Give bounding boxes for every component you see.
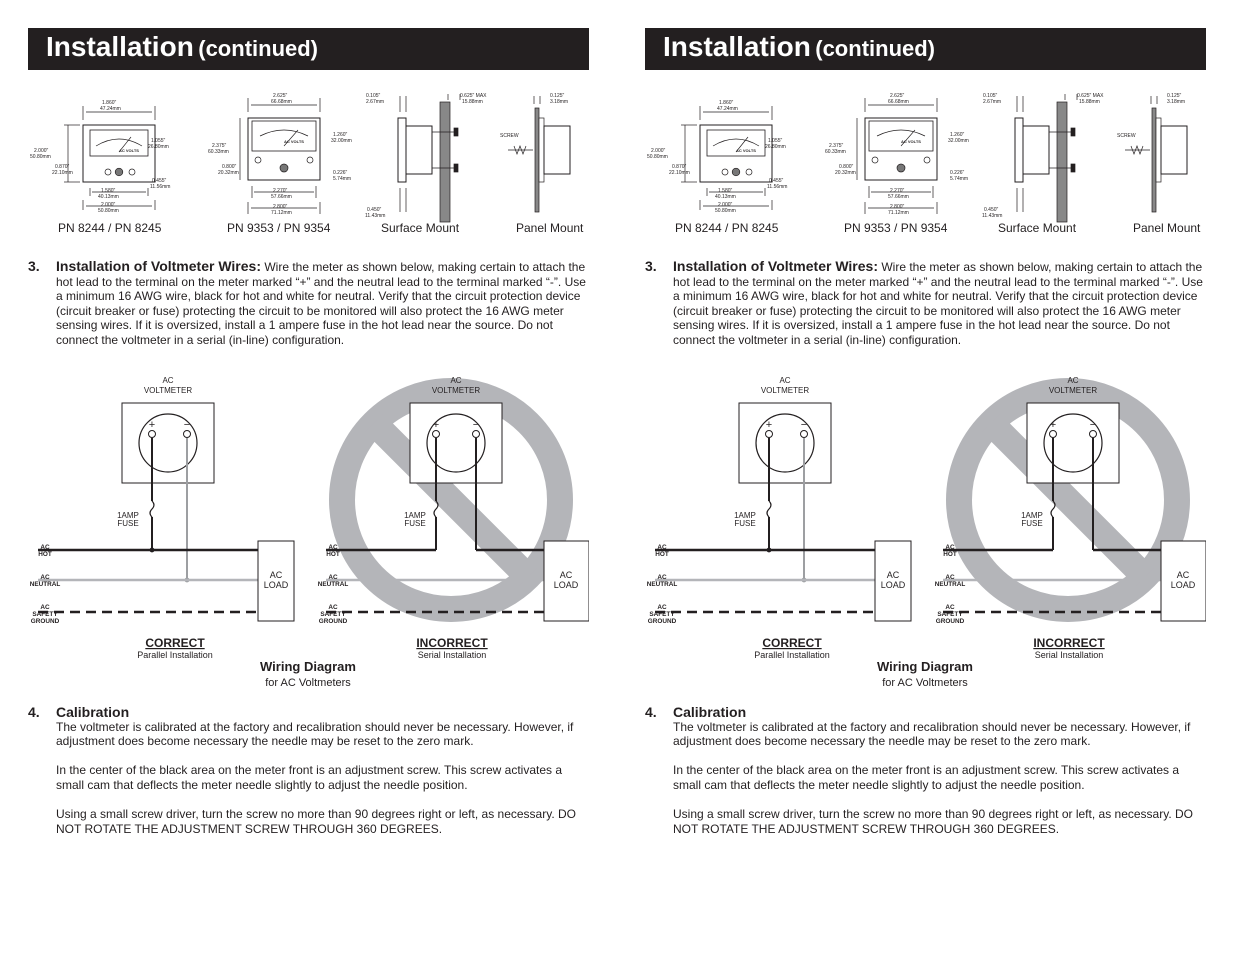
section-3-text: Wire the meter as shown below, making certain to attach the hot lead to the terminal on the meter marked “+” and the neutral lead to the terminal marked “-”. Use a minimum 16 AWG wire, black for hot and white for neutral. Verify that the circuit protection device (circuit breaker or fuse) protecting the circuit to be monitored will also protect the 16 AWG meter sensing wires. If it is oversized, install a 1 ampere fuse in the hot lead near the source. Do not connect the voltmeter in a serial (in-line) configuration. xyxy=(673,260,1203,347)
dim-label: 0.226" xyxy=(950,170,965,176)
voltmeter-label: VOLTMETER xyxy=(760,386,810,395)
caption-surface-mount: Surface Mount xyxy=(381,221,460,235)
fuse-label: 1AMP xyxy=(734,511,756,520)
section-4 xyxy=(28,705,593,851)
ac-hot-label: HOT xyxy=(655,551,669,558)
ac-ground-label: GROUND xyxy=(647,618,677,625)
minus-terminal-label: − xyxy=(472,419,480,431)
voltmeter-label: AC xyxy=(779,376,791,385)
dim-label: 32.00mm xyxy=(948,138,969,144)
section-3 xyxy=(645,259,1210,348)
title-continued: (continued) xyxy=(198,36,319,61)
fuse-label: FUSE xyxy=(1021,519,1043,528)
dim-label: 0.450" xyxy=(984,207,999,213)
incorrect-label: INCORRECT xyxy=(1033,636,1105,650)
load-label: LOAD xyxy=(1170,580,1196,590)
dim-label: 2.270" xyxy=(273,188,288,194)
meter-face-label: AC VOLTS xyxy=(901,139,921,144)
dim-label: 1.055" xyxy=(151,138,166,144)
dim-label: 11.56mm xyxy=(150,184,171,190)
ac-ground-label: SAFETY xyxy=(320,611,346,618)
ac-neutral-label: NEUTRAL xyxy=(317,581,349,588)
dim-label: 2.67mm xyxy=(366,99,385,105)
calibration-paragraph: Using a small screw driver, turn the screw no more than 90 degrees right or left, as necessary. DO NOT ROTATE THE ADJUSTMENT SCREW THROUGH 360 DEGREES. xyxy=(56,807,576,836)
section-3-title: Installation of Voltmeter Wires: xyxy=(56,258,261,274)
dim-label: 5.74mm xyxy=(950,176,969,182)
wiring-diagram xyxy=(28,370,589,690)
wiring-diagram-svg xyxy=(645,370,1206,690)
wiring-diagram-subtitle: for AC Voltmeters xyxy=(265,677,351,689)
title-main: Installation xyxy=(46,31,194,62)
ac-hot-label: AC xyxy=(328,544,338,551)
dim-label: 1.580" xyxy=(101,188,116,194)
dim-label: 20.32mm xyxy=(835,170,856,176)
dim-label: 0.455" xyxy=(769,178,784,184)
correct-label: CORRECT xyxy=(762,636,822,650)
dim-label: 2.000" xyxy=(651,148,666,154)
caption-panel-mount: Panel Mount xyxy=(1133,221,1201,235)
ac-ground-label: AC xyxy=(657,604,667,611)
page-left xyxy=(0,0,617,954)
load-label: LOAD xyxy=(880,580,906,590)
fuse-label: 1AMP xyxy=(117,511,139,520)
calibration-paragraph: The voltmeter is calibrated at the factory and recalibration should never be necessary. However, if adjustment does become necessary the needle may be reset to the zero mark. xyxy=(673,719,1191,749)
correct-sublabel: Parallel Installation xyxy=(754,650,830,660)
dim-label: 71.12mm xyxy=(888,210,909,216)
plus-terminal-label: + xyxy=(765,419,773,431)
caption-panel-mount: Panel Mount xyxy=(516,221,584,235)
dim-label: 26.80mm xyxy=(148,144,169,150)
dim-label: 1.055" xyxy=(768,138,783,144)
ac-hot-label: AC xyxy=(40,544,50,551)
dim-label: 1.860" xyxy=(719,100,734,106)
voltmeter-label: VOLTMETER xyxy=(143,386,193,395)
dim-label: 2.800" xyxy=(273,204,288,210)
dim-label: 50.80mm xyxy=(647,154,668,160)
dim-label: 26.80mm xyxy=(765,144,786,150)
load-label: LOAD xyxy=(553,580,579,590)
caption-pn8244: PN 8244 / PN 8245 xyxy=(675,221,779,235)
title-continued: (continued) xyxy=(815,36,936,61)
dimension-drawings-svg xyxy=(645,88,1206,238)
correct-label: CORRECT xyxy=(145,636,205,650)
dim-label: 0.125" xyxy=(1167,93,1182,99)
dim-label: 0.870" xyxy=(672,164,687,170)
dim-label: 2.000" xyxy=(101,202,116,208)
page-title xyxy=(663,31,935,63)
dim-label: 22.10mm xyxy=(52,170,73,176)
section-4 xyxy=(645,705,1210,851)
ac-neutral-label: NEUTRAL xyxy=(29,581,61,588)
dim-label: 1.260" xyxy=(950,132,965,138)
calibration-paragraph: In the center of the black area on the meter front is an adjustment screw. This screw activates a small cam that deflects the meter needle slightly to adjust the needle position. xyxy=(56,763,563,792)
section-4-title: Calibration xyxy=(56,704,130,720)
dim-label: 2.800" xyxy=(890,204,905,210)
dim-label: 40.13mm xyxy=(98,194,119,200)
fuse-label: 1AMP xyxy=(404,511,426,520)
dim-label: 5.74mm xyxy=(333,176,352,182)
fuse-label: FUSE xyxy=(404,519,426,528)
calibration-paragraph: In the center of the black area on the meter front is an adjustment screw. This screw activates a small cam that deflects the meter needle slightly to adjust the needle position. xyxy=(673,763,1180,792)
dim-label: 50.80mm xyxy=(98,208,119,214)
voltmeter-label: AC xyxy=(162,376,174,385)
section-number: 3. xyxy=(645,258,657,274)
plus-terminal-label: + xyxy=(1049,419,1057,431)
dimension-drawings-svg xyxy=(28,88,589,238)
section-number: 4. xyxy=(645,704,657,720)
wiring-diagram-title: Wiring Diagram xyxy=(877,659,973,674)
dim-label: 0.226" xyxy=(333,170,348,176)
section-4-title: Calibration xyxy=(673,704,747,720)
voltmeter-label: VOLTMETER xyxy=(431,386,481,395)
dim-label: 0.105" xyxy=(983,93,998,99)
incorrect-label: INCORRECT xyxy=(416,636,488,650)
dim-label: 50.80mm xyxy=(715,208,736,214)
ac-ground-label: AC xyxy=(328,604,338,611)
dim-label: 0.450" xyxy=(367,207,382,213)
dim-label: 11.43mm xyxy=(982,213,1003,219)
screw-label: SCREW xyxy=(500,133,519,139)
section-3-text: Wire the meter as shown below, making certain to attach the hot lead to the terminal on the meter marked “+” and the neutral lead to the terminal marked “-”. Use a minimum 16 AWG wire, black for hot and white for neutral. Verify that the circuit protection device (circuit breaker or fuse) protecting the circuit to be monitored will also protect the 16 AWG meter sensing wires. If it is oversized, install a 1 ampere fuse in the hot lead near the source. Do not connect the voltmeter in a serial (in-line) configuration. xyxy=(56,260,586,347)
section-3 xyxy=(28,259,593,348)
ac-ground-label: SAFETY xyxy=(649,611,675,618)
minus-terminal-label: − xyxy=(1089,419,1097,431)
load-label: AC xyxy=(886,570,900,580)
ac-hot-label: HOT xyxy=(326,551,340,558)
fuse-label: FUSE xyxy=(117,519,139,528)
incorrect-sublabel: Serial Installation xyxy=(1034,650,1104,660)
ac-ground-label: SAFETY xyxy=(937,611,963,618)
screw-label: SCREW xyxy=(1117,133,1136,139)
dim-label: 0.625" MAX xyxy=(460,93,487,99)
dim-label: 0.125" xyxy=(550,93,565,99)
dim-label: 11.43mm xyxy=(365,213,386,219)
caption-surface-mount: Surface Mount xyxy=(998,221,1077,235)
dim-label: 11.56mm xyxy=(767,184,788,190)
voltmeter-label: VOLTMETER xyxy=(1048,386,1098,395)
panel-mount-drawing xyxy=(508,96,570,212)
plus-terminal-label: + xyxy=(432,419,440,431)
dim-label: 2.000" xyxy=(718,202,733,208)
dim-label: 2.375" xyxy=(829,143,844,149)
dim-label: 15.88mm xyxy=(1079,99,1100,105)
section-number: 4. xyxy=(28,704,40,720)
dim-label: 3.18mm xyxy=(1167,99,1186,105)
dim-label: 2.270" xyxy=(890,188,905,194)
section-3-title: Installation of Voltmeter Wires: xyxy=(673,258,878,274)
minus-terminal-label: − xyxy=(183,419,191,431)
ac-hot-label: AC xyxy=(657,544,667,551)
dim-label: 40.13mm xyxy=(715,194,736,200)
surface-mount-drawing xyxy=(1015,94,1077,222)
wiring-diagram-svg xyxy=(28,370,589,690)
caption-pn9353: PN 9353 / PN 9354 xyxy=(844,221,948,235)
panel-mount-drawing xyxy=(1125,96,1187,212)
dim-label: 57.66mm xyxy=(271,194,292,200)
dim-label: 60.33mm xyxy=(825,149,846,155)
ac-neutral-label: AC xyxy=(40,574,50,581)
ac-ground-label: GROUND xyxy=(935,618,965,625)
voltmeter-label: AC xyxy=(450,376,462,385)
dim-label: 0.800" xyxy=(222,164,237,170)
ac-neutral-label: NEUTRAL xyxy=(646,581,678,588)
meter-face-label: AC VOLTS xyxy=(736,148,756,153)
load-label: LOAD xyxy=(263,580,289,590)
dim-label: 47.24mm xyxy=(100,106,121,112)
ac-ground-label: AC xyxy=(945,604,955,611)
dim-label: 0.625" MAX xyxy=(1077,93,1104,99)
wiring-diagram xyxy=(645,370,1206,690)
minus-terminal-label: − xyxy=(800,419,808,431)
dim-label: 2.625" xyxy=(890,93,905,99)
dim-label: 66.68mm xyxy=(271,99,292,105)
wiring-diagram-title: Wiring Diagram xyxy=(260,659,356,674)
load-label: AC xyxy=(1176,570,1190,580)
dim-label: 66.68mm xyxy=(888,99,909,105)
page-title xyxy=(46,31,318,63)
voltmeter-label: AC xyxy=(1067,376,1079,385)
correct-circuit xyxy=(655,403,911,621)
load-label: AC xyxy=(269,570,283,580)
surface-mount-drawing xyxy=(398,94,460,222)
meter-face-label: AC VOLTS xyxy=(284,139,304,144)
dim-label: 71.12mm xyxy=(271,210,292,216)
page-right xyxy=(617,0,1234,954)
dim-label: 0.455" xyxy=(152,178,167,184)
dim-label: 1.860" xyxy=(102,100,117,106)
dim-label: 47.24mm xyxy=(717,106,738,112)
ac-ground-label: SAFETY xyxy=(32,611,58,618)
dim-label: 2.67mm xyxy=(983,99,1002,105)
section-header-bar xyxy=(28,28,589,70)
ac-neutral-label: NEUTRAL xyxy=(934,581,966,588)
ac-neutral-label: AC xyxy=(328,574,338,581)
load-label: AC xyxy=(559,570,573,580)
dim-label: 2.000" xyxy=(34,148,49,154)
ac-ground-label: GROUND xyxy=(30,618,60,625)
ac-neutral-label: AC xyxy=(657,574,667,581)
dim-label: 15.88mm xyxy=(462,99,483,105)
ac-ground-label: AC xyxy=(40,604,50,611)
dim-label: 2.375" xyxy=(212,143,227,149)
ac-neutral-label: AC xyxy=(945,574,955,581)
dim-label: 22.10mm xyxy=(669,170,690,176)
meter-face-label: AC VOLTS xyxy=(119,148,139,153)
correct-circuit xyxy=(38,403,294,621)
title-main: Installation xyxy=(663,31,811,62)
dim-label: 57.66mm xyxy=(888,194,909,200)
section-number: 3. xyxy=(28,258,40,274)
correct-sublabel: Parallel Installation xyxy=(137,650,213,660)
wiring-diagram-subtitle: for AC Voltmeters xyxy=(882,677,968,689)
dimension-drawings xyxy=(645,88,1206,238)
section-header-bar xyxy=(645,28,1206,70)
dimension-drawings xyxy=(28,88,589,238)
dim-label: 1.260" xyxy=(333,132,348,138)
calibration-paragraph: The voltmeter is calibrated at the factory and recalibration should never be necessary. However, if adjustment does become necessary the needle may be reset to the zero mark. xyxy=(56,719,574,749)
ac-hot-label: AC xyxy=(945,544,955,551)
caption-pn8244: PN 8244 / PN 8245 xyxy=(58,221,162,235)
ac-ground-label: GROUND xyxy=(318,618,348,625)
plus-terminal-label: + xyxy=(148,419,156,431)
dim-label: 1.580" xyxy=(718,188,733,194)
dim-label: 0.870" xyxy=(55,164,70,170)
caption-pn9353: PN 9353 / PN 9354 xyxy=(227,221,331,235)
dim-label: 3.18mm xyxy=(550,99,569,105)
dim-label: 20.32mm xyxy=(218,170,239,176)
dim-label: 60.33mm xyxy=(208,149,229,155)
incorrect-sublabel: Serial Installation xyxy=(417,650,487,660)
dim-label: 50.80mm xyxy=(30,154,51,160)
dim-label: 0.105" xyxy=(366,93,381,99)
dim-label: 2.625" xyxy=(273,93,288,99)
ac-hot-label: HOT xyxy=(38,551,52,558)
fuse-label: FUSE xyxy=(734,519,756,528)
dim-label: 32.00mm xyxy=(331,138,352,144)
calibration-paragraph: Using a small screw driver, turn the screw no more than 90 degrees right or left, as necessary. DO NOT ROTATE THE ADJUSTMENT SCREW THROUGH 360 DEGREES. xyxy=(673,807,1193,836)
dim-label: 0.800" xyxy=(839,164,854,170)
fuse-label: 1AMP xyxy=(1021,511,1043,520)
ac-hot-label: HOT xyxy=(943,551,957,558)
